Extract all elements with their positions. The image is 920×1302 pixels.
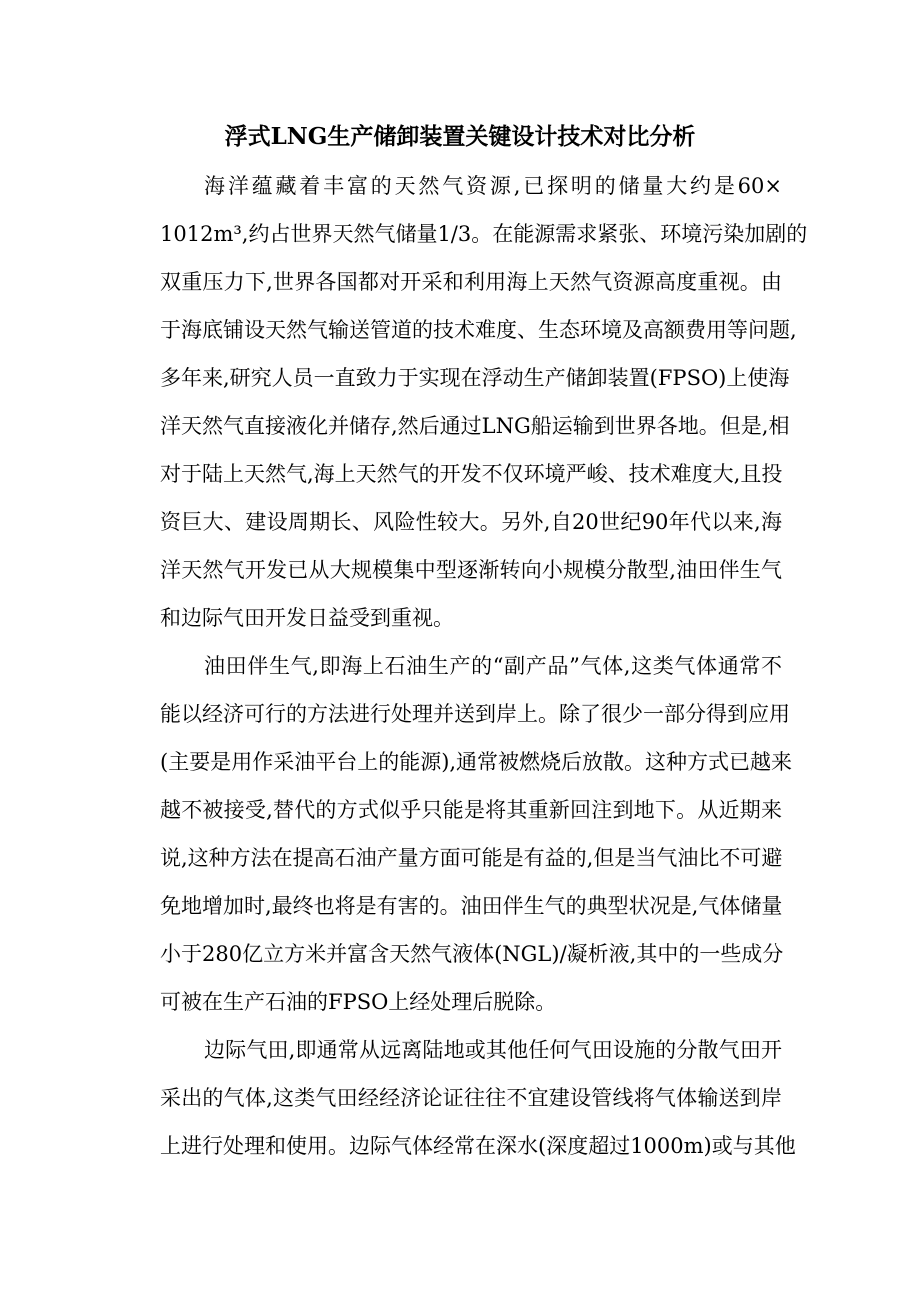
text-line: 可被在生产石油的FPSO上经处理后脱除。 xyxy=(160,990,557,1014)
text-line: 对于陆上天然气,海上天然气的开发不仅环境严峻、技术难度大,且投 xyxy=(160,462,783,486)
paragraph-2 xyxy=(160,648,793,1032)
text-line: 洋天然气直接液化并储存,然后通过LNG船运输到世界各地。但是,相 xyxy=(160,414,790,438)
text-line: 油田伴生气,即海上石油生产的“副产品”气体,这类气体通常不 xyxy=(204,654,782,678)
text-line: 采出的气体,这类气田经经济论证往往不宜建设管线将气体输送到岸 xyxy=(160,1086,782,1110)
text-line: 海洋蕴藏着丰富的天然气资源,已探明的储量大约是60× xyxy=(204,174,782,198)
text-line: 免地增加时,最终也将是有害的。油田伴生气的典型状况是,气体储量 xyxy=(160,894,783,918)
text-line: (主要是用作采油平台上的能源),通常被燃烧后放散。这种方式已越来 xyxy=(160,750,793,774)
text-line: 越不被接受,替代的方式似乎只能是将其重新回注到地下。从近期来 xyxy=(160,798,782,822)
text-line: 说,这种方法在提高石油产量方面可能是有益的,但是当气油比不可避 xyxy=(160,846,783,870)
paragraph-3 xyxy=(160,1032,796,1176)
document-body xyxy=(160,168,808,1176)
text-line: 双重压力下,世界各国都对开采和利用海上天然气资源高度重视。由 xyxy=(160,270,782,294)
text-line: 能以经济可行的方法进行处理并送到岸上。除了很少一部分得到应用 xyxy=(160,702,790,726)
text-line: 于海底铺设天然气输送管道的技术难度、生态环境及高额费用等问题, xyxy=(160,318,797,342)
text-line: 和边际气田开发日益受到重视。 xyxy=(160,606,454,630)
text-line: 洋天然气开发已从大规模集中型逐渐转向小规模分散型,油田伴生气 xyxy=(160,558,782,582)
text-line: 小于280亿立方米并富含天然气液体(NGL)/凝析液,其中的一些成分 xyxy=(160,942,784,966)
text-line: 多年来,研究人员一直致力于实现在浮动生产储卸装置(FPSO)上使海 xyxy=(160,366,790,390)
text-line: 1012m³,约占世界天然气储量1/3。在能源需求紧张、环境污染加剧的 xyxy=(160,222,808,246)
text-line: 边际气田,即通常从远离陆地或其他任何气田设施的分散气田开 xyxy=(204,1038,782,1062)
paragraph-1 xyxy=(160,168,808,648)
text-line: 资巨大、建设周期长、风险性较大。另外,自20世纪90年代以来,海 xyxy=(160,510,782,534)
document-title: 浮式LNG生产储卸装置关键设计技术对比分析 xyxy=(224,123,696,150)
text-line: 上进行处理和使用。边际气体经常在深水(深度超过1000m)或与其他 xyxy=(160,1134,796,1158)
